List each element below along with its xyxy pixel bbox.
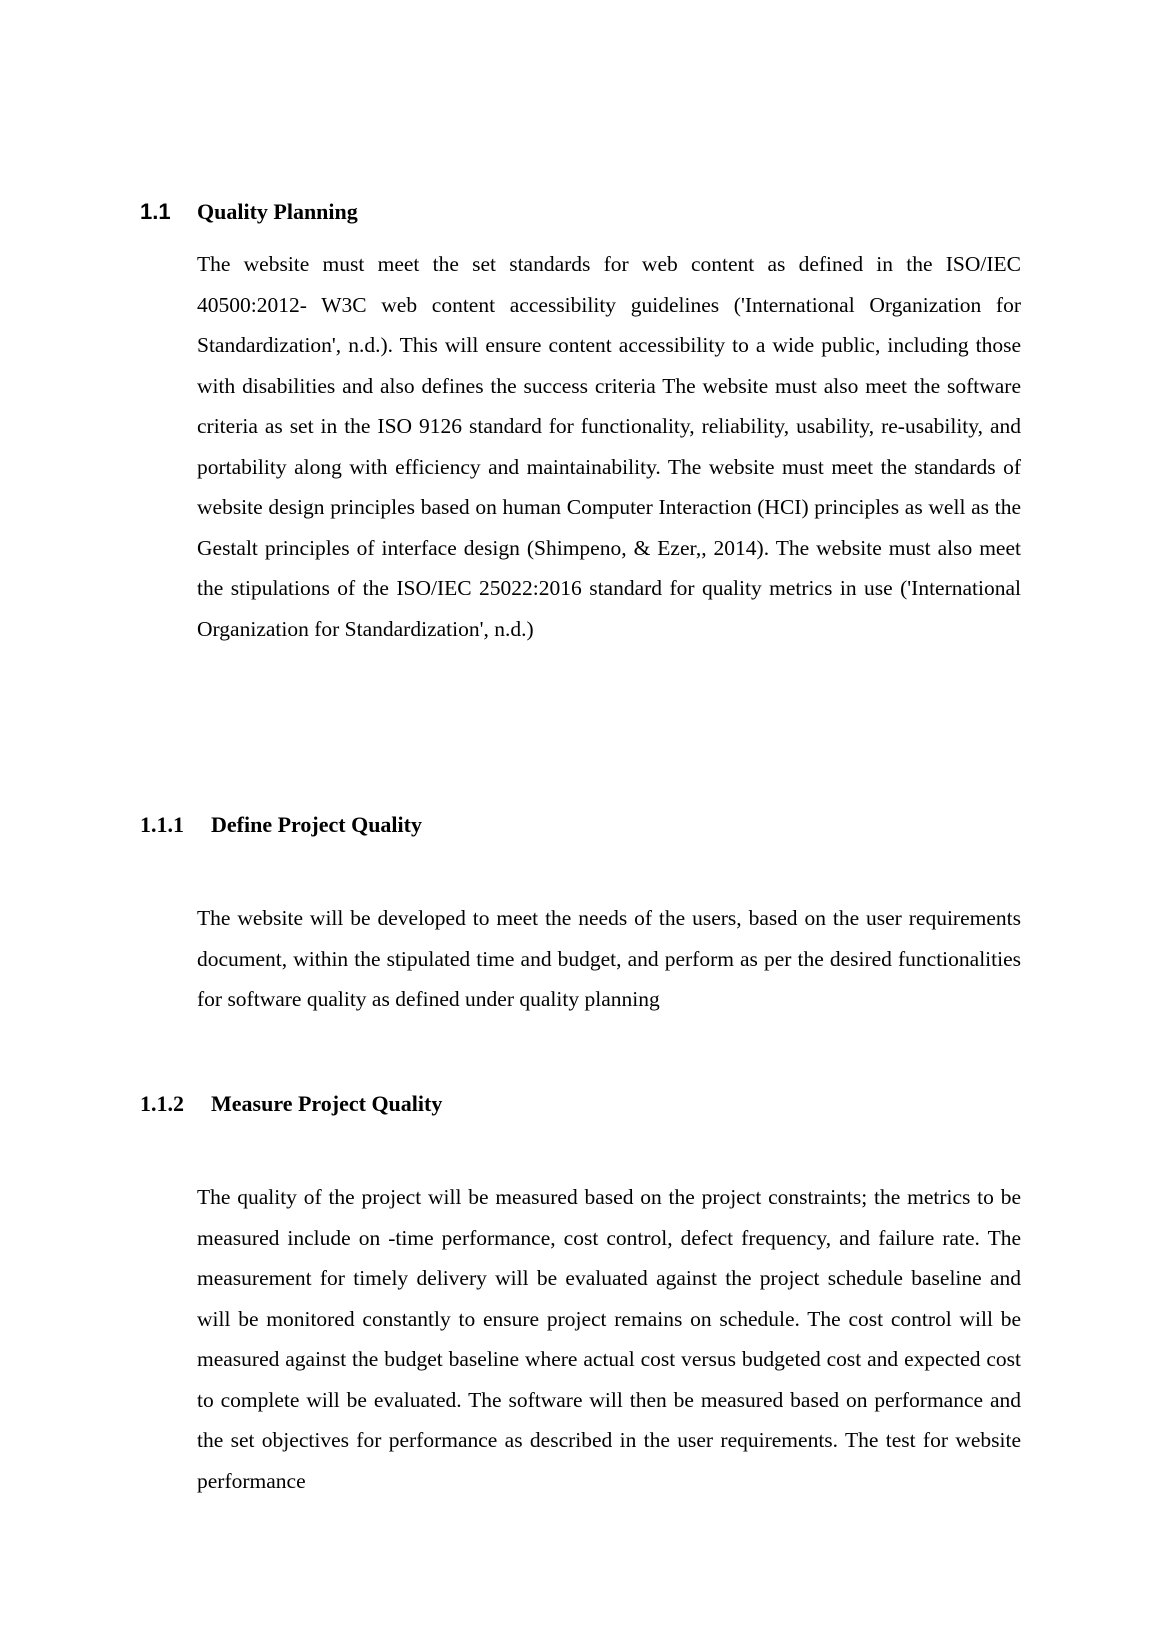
section-number: 1.1 bbox=[140, 199, 171, 224]
section-number: 1.1.2 bbox=[140, 1091, 184, 1116]
section-title: Define Project Quality bbox=[211, 812, 422, 837]
section-title: Quality Planning bbox=[197, 199, 358, 224]
section-title: Measure Project Quality bbox=[211, 1091, 443, 1116]
section-paragraph-measure-project-quality: The quality of the project will be measured based on the project constraints; the metrics to be measured include on -time performance, cost control, defect frequency, and failure rate. The measurement for timely delivery will be evaluated against the project schedule baseline and will be monitored constantly to ensure project remains on schedule. The cost control will be measured against the budget baseline where actual cost versus budgeted cost and expected cost to complete will be evaluated. The software will then be measured based on performance and the set objectives for performance as described in the user requirements. The test for website performance bbox=[197, 1185, 1021, 1493]
section-paragraph-define-project-quality: The website will be developed to meet the needs of the users, based on the user requirements document, within the stipulated time and budget, and perform as per the desired functionalities for software quality as defined under quality planning bbox=[197, 906, 1021, 1011]
section-number: 1.1.1 bbox=[140, 812, 184, 837]
section-heading-measure-project-quality bbox=[140, 1091, 442, 1117]
section-paragraph-quality-planning: The website must meet the set standards for web content as defined in the ISO/IEC 40500:2012- W3C web content accessibility guidelines ('International Organization for Standardization', n.d.). This will ensure content accessibility to a wide public, including those with disabilities and also defines the success criteria The website must also meet the software criteria as set in the ISO 9126 standard for functionality, reliability, usability, re-usability, and portability along with efficiency and maintainability. The website must meet the standards of website design principles based on human Computer Interaction (HCI) principles as well as the Gestalt principles of interface design (Shimpeno, & Ezer,, 2014). The website must also meet the stipulations of the ISO/IEC 25022:2016 standard for quality metrics in use ('International Organization for Standardization', n.d.) bbox=[197, 252, 1021, 641]
section-heading-quality-planning bbox=[140, 199, 358, 225]
section-heading-define-project-quality bbox=[140, 812, 422, 838]
